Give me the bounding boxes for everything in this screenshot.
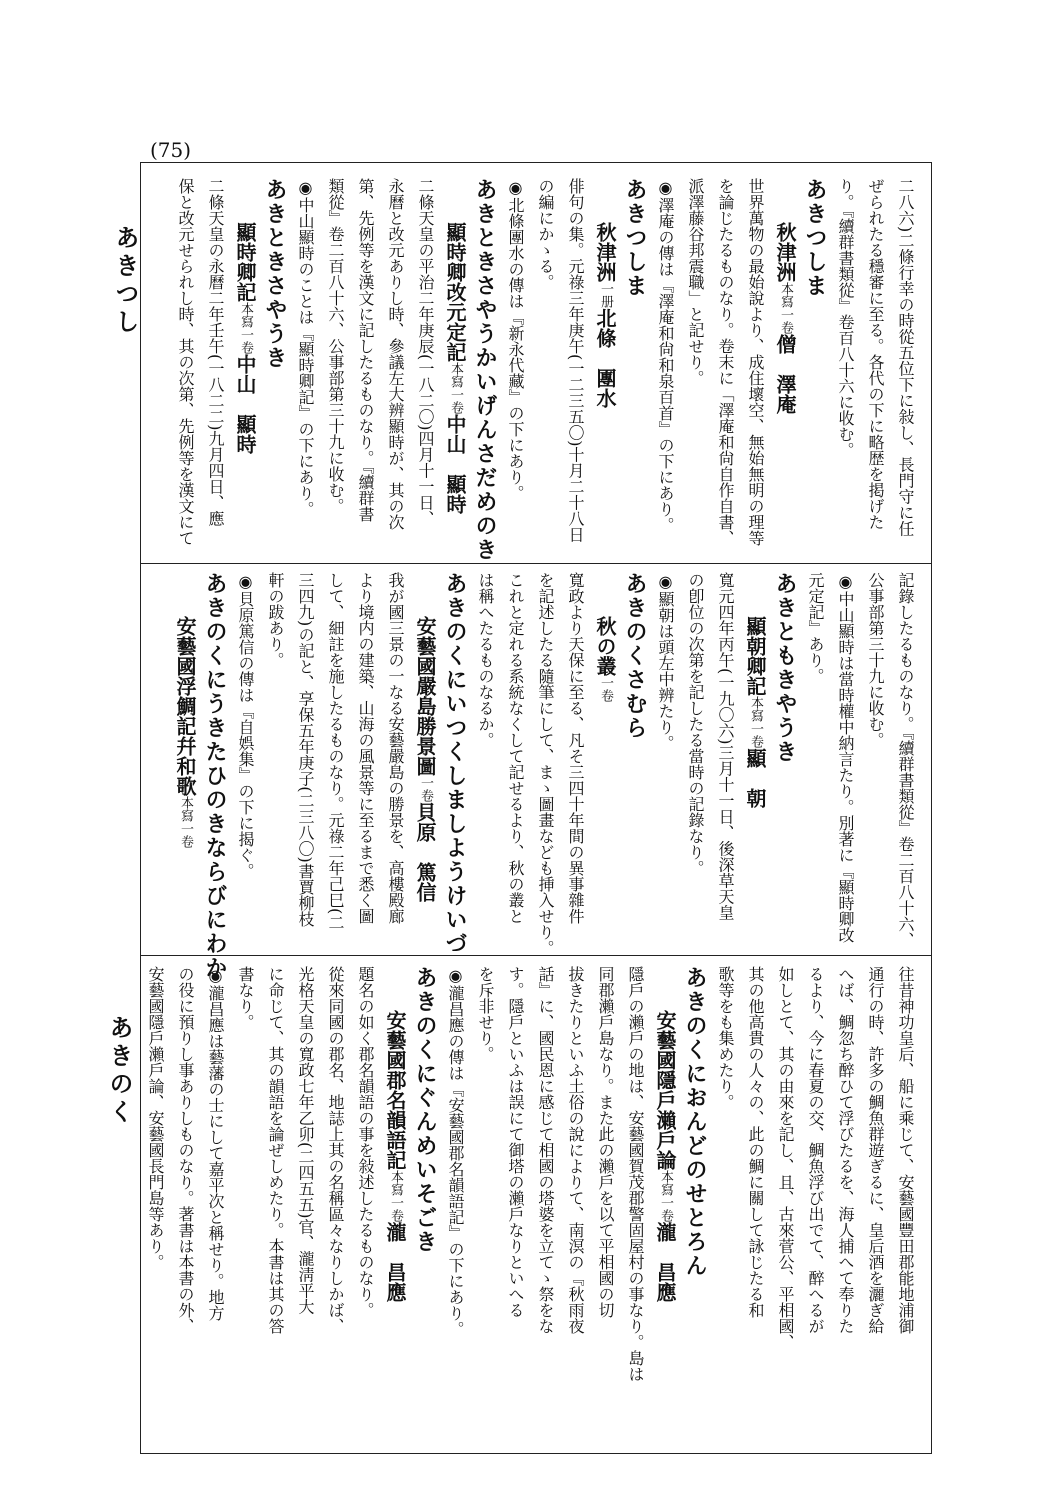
entry-author: 瀧 昌應: [383, 1222, 407, 1302]
entry-reading-heading: あきのくにおんどのせとろん: [682, 966, 708, 1278]
text-column: 寬政より天保に至る、凡そ三四十年間の異事雜件: [566, 572, 585, 924]
entry-author: 中山 顯時: [443, 414, 467, 514]
text-column: 從來同國の郡名、地誌上其の名稱區々なりしかば、: [326, 966, 345, 1334]
text-band-bottom: [146, 966, 920, 1436]
text-band-middle: [160, 572, 920, 980]
text-column: ◉中山顯時は當時權中納言たり。別著に『顯時卿改: [836, 572, 855, 943]
text-column: 派澤藤谷邦震職」と記せり。: [686, 178, 705, 386]
text-column: 三四九)の記と、享保五年庚子(二三八〇)書賈柳枝: [296, 572, 315, 927]
entry-title: 秋の叢: [593, 616, 617, 676]
text-column: ◉中山顯時のことは『顯時卿記』の下にあり。: [296, 178, 315, 517]
text-column: ◉澤庵の傳は『澤庵和尙和泉百首』の下にあり。: [656, 178, 675, 533]
entry-author: 顯 朝: [743, 748, 767, 808]
entry-title: 顯朝卿記: [743, 616, 767, 696]
entry-title-line: [380, 966, 410, 1436]
text-column: を斥非せり。: [476, 966, 495, 1062]
entry-author: 北條 團水: [593, 308, 617, 408]
text-column: 話』に、國民恩に感じて相國の塔婆を立てゝ祭をな: [536, 966, 555, 1334]
text-column: へば、鯛忽ち醉ひて浮びたるを、海人捕へて奉りた: [836, 966, 855, 1334]
text-column: 公事部第三十九に收む。: [866, 572, 885, 748]
text-column: に命じて、其の韻語を論ぜしめたり。本書は其の答: [266, 966, 285, 1334]
text-column: 世界萬物の最始說より、成住壞空、無始無明の理等: [746, 178, 765, 546]
entry-title: 秋津洲: [593, 222, 617, 282]
entry-title-line: [440, 178, 470, 556]
text-column: を論じたるものなり。卷末に「澤庵和尙自作自書、: [716, 178, 735, 546]
text-column: 保と改元せられし時、其の次第、先例等を漢文にて: [176, 178, 195, 546]
text-column: 拔きたりといふ土俗の說によりて、南溟の『秋雨夜: [566, 966, 585, 1334]
text-column: 同郡瀨戶島なり。また此の瀨戶を以て平相國の切: [596, 966, 615, 1318]
text-column: 記錄したるものなり。『續群書類從』卷二百八十六、: [896, 572, 915, 948]
entry-author: 中山 顯時: [233, 354, 257, 454]
text-column: の役に預りし事ありしものなり。著書は本書の外、: [176, 966, 195, 1334]
text-column: より境内の建築、山海の風景等に至るまで悉く圖: [356, 572, 375, 924]
text-column: 軒の跋あり。: [266, 572, 285, 668]
entry-title-line: [230, 178, 260, 556]
entry-author: 僧 澤庵: [773, 334, 797, 414]
text-column: 安藝國隱戶瀨戶論、安藝國長門島等あり。: [146, 966, 165, 1270]
entry-reading-heading: あきのくさむら: [622, 572, 648, 740]
entry-title-line: [410, 572, 440, 948]
text-column: 隱戶の瀨戶の地は、安藝國賀茂郡警固屋村の事なり。島は: [626, 966, 645, 1382]
entry-reading-heading: あきときさやうかいげんさだめのき: [472, 178, 498, 562]
entry-volume: 一册: [598, 282, 613, 308]
entry-volume: 本寫一卷: [178, 796, 193, 848]
text-column: 二八六)二條行幸の時從五位下に敍し、長門守に任: [896, 178, 915, 537]
text-column: 類從』卷二百八十六、公事部第三十九に收む。: [326, 178, 345, 514]
entry-title-line: [740, 572, 770, 948]
entry-volume: 一卷: [418, 776, 433, 802]
text-column: 寬元四年丙午(一九〇六)三月十一日、後深草天皇: [716, 572, 735, 921]
text-column: ぜられたる穩審に至る。各代の下に略歴を掲げた: [866, 178, 885, 530]
entry-title: 安藝國嚴島勝景圖: [413, 616, 437, 776]
entry-author: 貝原 篤信: [413, 802, 437, 902]
text-band-top: [160, 178, 920, 562]
text-column: 通行の時、許多の鯛魚群遊ぎるに、皇后酒を灑ぎ給: [866, 966, 885, 1334]
entry-title: 秋津洲: [773, 222, 797, 282]
text-column: 俳句の集。元祿三年庚午(一二三五〇)十月二十八日: [566, 178, 585, 543]
entry-title: 安藝國隱戶瀨戶論: [653, 1010, 677, 1170]
text-column: 二條天皇の平治二年庚辰(一八二〇)四月十一日、: [416, 178, 435, 527]
text-column: これと定れる系統なくして記せるより、秋の叢と: [506, 572, 525, 924]
text-column: す。隱戶といふは誤にて御塔の瀨戶なりといへる: [506, 966, 525, 1318]
entry-title: 安藝國郡名韻語記: [383, 1010, 407, 1170]
text-column: ◉北條團水の傳は『新永代藏』の下にあり。: [506, 178, 525, 501]
entry-author: 瀧 昌應: [653, 1222, 677, 1302]
entry-volume: 本寫一卷: [658, 1170, 673, 1222]
entry-title: 安藝國浮鯛記幷和歌: [173, 616, 197, 796]
thumb-index-upper: あきつし: [111, 225, 140, 337]
text-column: 我が國三景の一なる安藝嚴島の勝景を、高樓殿廊: [386, 572, 405, 924]
band-divider-1: [140, 563, 932, 564]
text-column: を記述したる隨筆にして、まゝ圖畫なども挿入せり。: [536, 572, 555, 956]
text-column: 書なり。: [236, 966, 255, 1030]
text-column: して、細註を施したるものなり。元祿二年己巳(二: [326, 572, 345, 931]
entry-volume: 本寫一卷: [388, 1170, 403, 1222]
entry-volume: 本寫一卷: [238, 302, 253, 354]
text-column: ◉貝原篤信の傳は『自娯集』の下に揭ぐ。: [236, 572, 255, 879]
text-column: 其の他高貴の人々の、此の鯛に關して詠じたる和: [746, 966, 765, 1318]
entry-reading-heading: あきつしま: [622, 178, 648, 298]
text-column: 永曆と改元ありし時、參議左大辨顯時が、其の次: [386, 178, 405, 530]
text-column: 歌等をも集めたり。: [716, 966, 735, 1110]
text-column: 光格天皇の寬政七年乙卯(二四五五)官、瀧淸平大: [296, 966, 315, 1315]
text-column: は稱へたるものなるか。: [476, 572, 495, 748]
entry-volume: 一卷: [598, 676, 613, 702]
text-column: 第、先例等を漢文に記したるものなり。『續群書: [356, 178, 375, 522]
text-column: 往昔神功皇后、船に乘じて、安藝國豐田郡能地浦御: [896, 966, 915, 1334]
text-column: 二條天皇の永曆二年壬午(一八二二)九月四日、應: [206, 178, 225, 527]
text-column: の卽位の次第を記したる當時の記錄なり。: [686, 572, 705, 876]
entry-reading-heading: あきともきやうき: [772, 572, 798, 764]
page-number: (75): [150, 138, 192, 162]
entry-reading-heading: あきのくにうきたひのきならびにわか: [202, 572, 228, 980]
text-column: 如しとて、其の由來を記し、且、古來菅公、平相國、: [776, 966, 795, 1350]
entry-reading-heading: あきときさやうき: [262, 178, 288, 370]
entry-volume: 本寫一卷: [748, 696, 763, 748]
entry-title-line: [170, 572, 200, 948]
text-column: るより、今に春夏の交、鯛魚浮び出でて、醉へるが: [806, 966, 825, 1334]
entry-reading-heading: あきのくにいつくしましようけいづ: [442, 572, 468, 956]
thumb-index-lower: あきのく: [105, 1015, 134, 1127]
entry-reading-heading: あきつしま: [802, 178, 828, 298]
entry-title-line: [650, 966, 680, 1436]
text-column: の編にかゝる。: [536, 178, 555, 290]
entry-title-line: [590, 572, 620, 948]
entry-title-line: [590, 178, 620, 556]
entry-volume: 本寫一卷: [778, 282, 793, 334]
entry-title: 顯時卿記: [233, 222, 257, 302]
text-column: ◉瀧昌應の傳は『安藝國郡名韻語記』の下にあり。: [446, 966, 465, 1337]
text-column: 題名の如く郡名韻語の事を敍述したるものなり。: [356, 966, 375, 1318]
entry-title-line: [770, 178, 800, 556]
text-column: ◉瀧昌應は藝藩の士にして嘉平次と稱せり。地方: [206, 966, 225, 1321]
entry-reading-heading: あきのくにぐんめいそごき: [412, 966, 438, 1254]
entry-volume: 本寫一卷: [448, 362, 463, 414]
text-column: ◉顯朝は頭左中辨たり。: [656, 572, 675, 751]
text-column: 元定記』あり。: [806, 572, 825, 684]
text-column: り。『續群書類從』卷百八十六に收む。: [836, 178, 855, 458]
entry-title: 顯時卿改元定記: [443, 222, 467, 362]
